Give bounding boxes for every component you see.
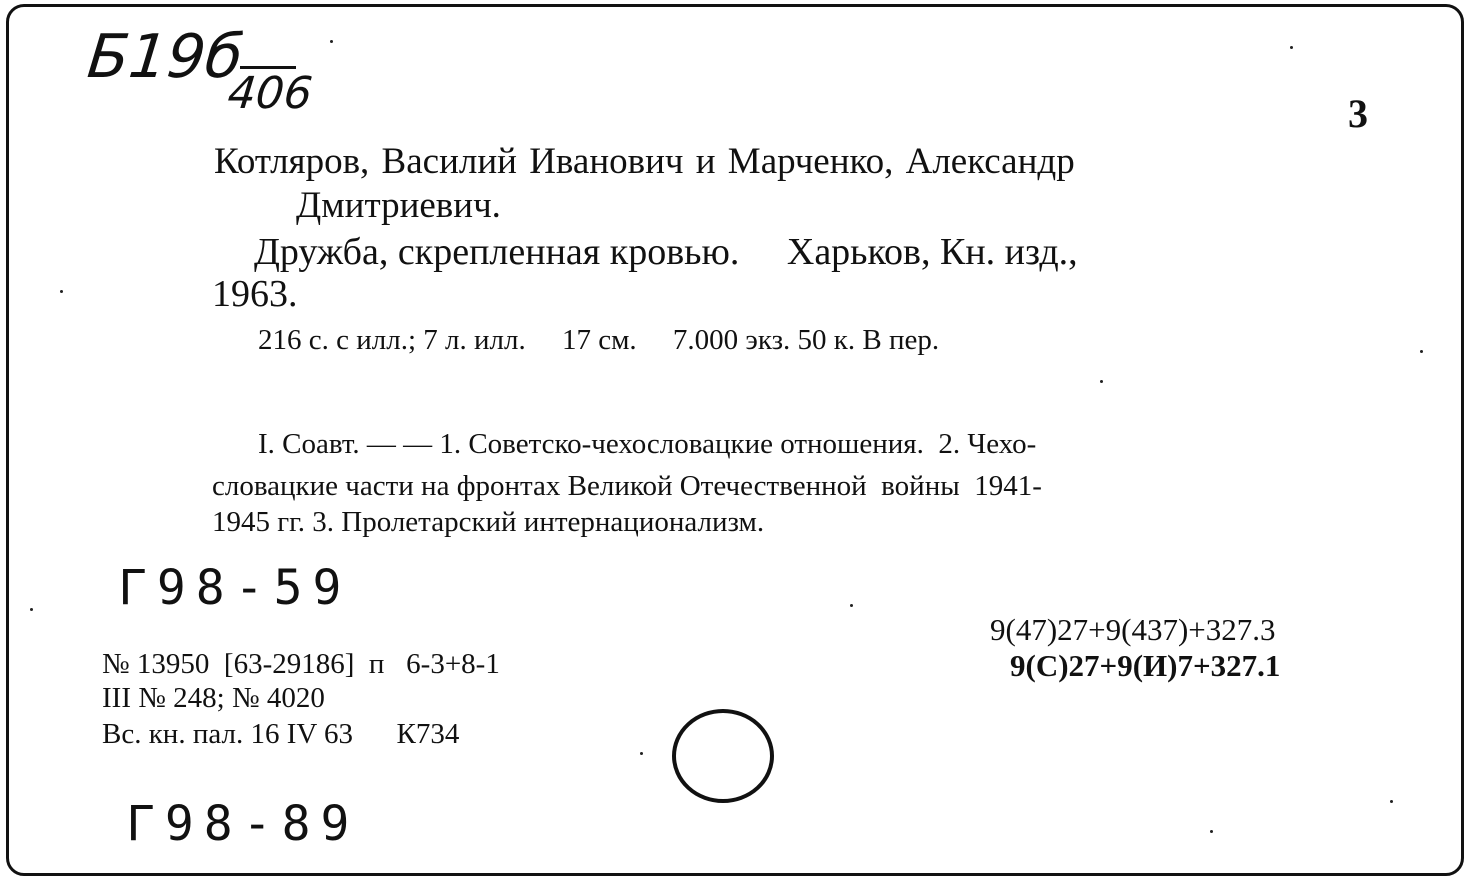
subjects-line-1: I. Соавт. — — 1. Советско-чехословацкие отношения. 2. Чехо- bbox=[258, 428, 1037, 460]
punch-hole-icon bbox=[668, 704, 778, 808]
speck bbox=[850, 604, 853, 607]
classification-line-1: 9(47)27+9(437)+327.3 bbox=[990, 612, 1276, 647]
title-line-1: Дружба, скрепленная кровью. Харьков, Кн. изд., bbox=[254, 231, 1078, 273]
record-line-2: III № 248; № 4020 bbox=[102, 682, 325, 714]
title-line-2: 1963. bbox=[212, 273, 298, 315]
subjects-line-2: словацкие части на фронтах Великой Отечественной войны 1941- bbox=[212, 470, 1042, 502]
subjects-line-3: 1945 гг. 3. Пролетарский интернационализм. bbox=[212, 506, 765, 538]
authors-line-1: Котляров, Василий Иванович и Марченко, Александр bbox=[214, 141, 1075, 182]
speck bbox=[1100, 380, 1103, 383]
stamp-top: Г98-59 bbox=[118, 560, 352, 616]
record-line-1: № 13950 [63-29186] п 6-3+8-1 bbox=[102, 648, 500, 680]
physical-description: 216 с. с илл.; 7 л. илл. 17 см. 7.000 экз. 50 к. В пер. bbox=[258, 324, 940, 356]
handwritten-number: 406 bbox=[225, 68, 315, 119]
speck bbox=[60, 290, 63, 293]
record-line-3: Вс. кн. пал. 16 IV 63 К734 bbox=[102, 718, 460, 750]
speck bbox=[330, 40, 333, 43]
handwritten-shelfmark: Б19б bbox=[84, 22, 247, 92]
speck bbox=[1210, 830, 1213, 833]
classification-line-2: 9(С)27+9(И)7+327.1 bbox=[1010, 648, 1281, 683]
speck bbox=[1390, 800, 1393, 803]
card-number: 3 bbox=[1348, 91, 1368, 136]
stamp-bottom: Г98-89 bbox=[126, 796, 360, 852]
speck bbox=[640, 752, 643, 755]
speck bbox=[30, 608, 33, 611]
authors-line-2: Дмитриевич. bbox=[296, 185, 501, 226]
speck bbox=[1290, 46, 1293, 49]
speck bbox=[1420, 350, 1423, 353]
